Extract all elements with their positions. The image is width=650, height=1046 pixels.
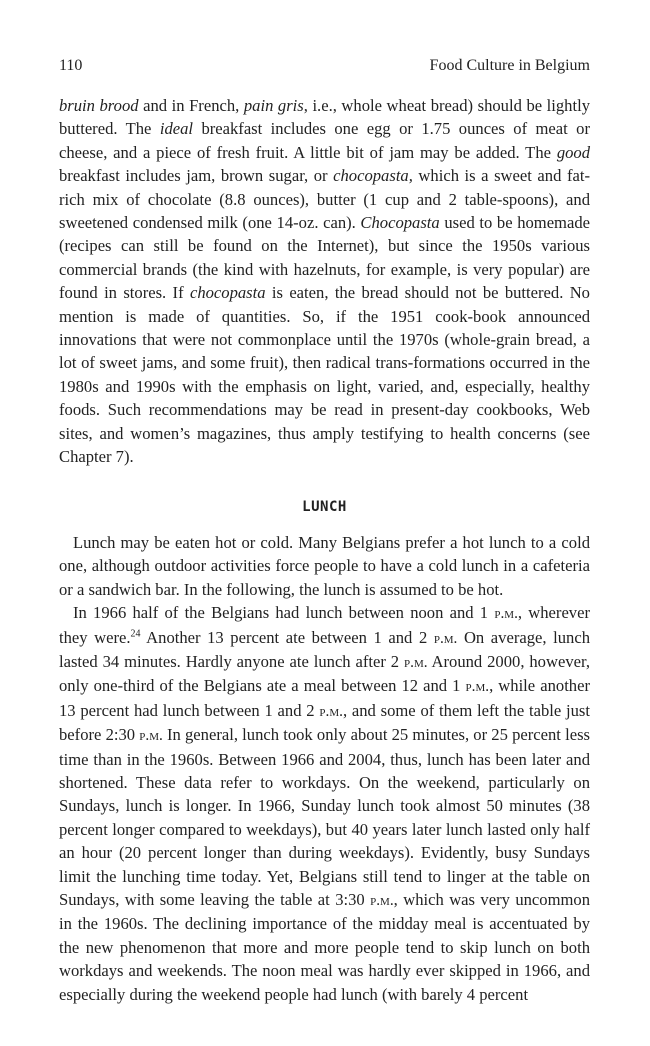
paragraph-lunch-intro: Lunch may be eaten hot or cold. Many Belgians prefer a hot lunch to a cold one, although outdoor activities force people to have a cold lunch in a cafeteria or a sandwich bar. In the following, the lunch is assumed to be hot. [59,532,590,599]
time-abbrev: p.m. [433,629,458,647]
italic-term: bruin brood [59,96,139,115]
paragraph-breakfast [59,94,590,469]
text-run: and in French, [138,96,244,115]
text-run: used to be homemade (recipes can still be found on the Internet), but since the 1950s various commercial brands (the kind with hazelnuts, for example, is very popular) are found in stores. If [59,213,590,303]
time-abbrev: p.m. [319,702,343,720]
italic-term: Chocopasta [360,213,440,233]
footnote-marker: 24 [130,628,141,639]
text-run: is eaten, the bread should not be buttered. No mention is made of quantities. So, if the 1951 cook-book announced innovations that were not commonplace until the 1970s (whole-grain bread, a lot of sweet jams, and some fruit), then radical trans-formations occurred in the 1980s and 1990s with the emphasis on light, varied, and, especially, healthy foods. Such recommendations may be read in present-day cookbooks, Web sites, and women’s magazines, thus amply testifying to health concerns (see Chapter 7). [59,283,590,467]
time-abbrev: p.m. [494,605,518,623]
text-run: , and some of them left the table just before 2:30 [59,700,590,745]
running-head [59,56,590,76]
body-text [59,94,590,1006]
text-run: , while another 13 percent had lunch between 1 and 2 [59,676,590,720]
paragraph-lunch-times [59,601,590,1006]
time-abbrev: p.m. [370,892,394,909]
book-title: Food Culture in Belgium [429,57,590,74]
italic-term: ideal [159,119,194,139]
text-run: breakfast includes one egg or 1.75 ounces of meat or cheese, and a piece of fresh fruit. A little bit of jam may be added. The [59,119,591,162]
text-run: Another 13 percent ate between 1 and 2 [140,627,434,647]
text-run: Around 2000, however, only one-third of the Belgians ate a meal between 12 and 1 [59,651,590,696]
italic-term: pain gris [243,96,304,115]
text-run: , wherever they were. [59,603,590,647]
book-page [59,56,590,1006]
italic-term: chocopasta, [333,166,413,186]
section-heading: LUNCH [302,498,347,515]
time-abbrev: p.m. [465,678,490,696]
text-run: , i.e., whole wheat bread) should be lightly buttered. The [59,96,590,139]
italic-term: good [556,142,590,162]
italic-term: chocopasta [189,283,266,303]
text-run: , which was very uncommon in the 1960s. The declining importance of the midday meal is accentuated by the new phenomenon that more and more people tend to skip lunch on both workdays and weekends. The noon meal was hardly ever skipped in 1966, and especially during the weekend people had lunch (with barely 4 percent [59,890,590,1004]
page-number: 110 [59,57,83,74]
time-abbrev: p.m. [139,727,163,745]
text-run: On average, lunch lasted 34 minutes. Hardly anyone ate lunch after 2 [59,627,590,671]
time-abbrev: p.m. [404,653,428,671]
text-run: breakfast includes jam, brown sugar, or [59,166,334,186]
text-run: which is a sweet and fat-rich mix of chocolate (8.8 ounces), butter (1 cup and 2 table-spoons), and sweetened condensed milk (one 14-oz. can). [59,166,590,233]
text-run: In 1966 half of the Belgians had lunch between noon and 1 [73,603,495,623]
text-run: In general, lunch took only about 25 minutes, or 25 percent less time than in the 1960s. Between 1966 and 2004, thus, lunch has been later and shortened. These data refer to workdays. On the weekend, particularly on Sundays, lunch is longer. In 1966, Sunday lunch took almost 50 minutes (38 percent longer compared to weekdays), but 40 years later lunch lasted only half an hour (20 percent longer than during weekdays). Evidently, busy Sundays limit the lunching time today. Yet, Belgians still tend to linger at the table on Sundays, with some leaving the table at 3:30 [59,725,590,909]
